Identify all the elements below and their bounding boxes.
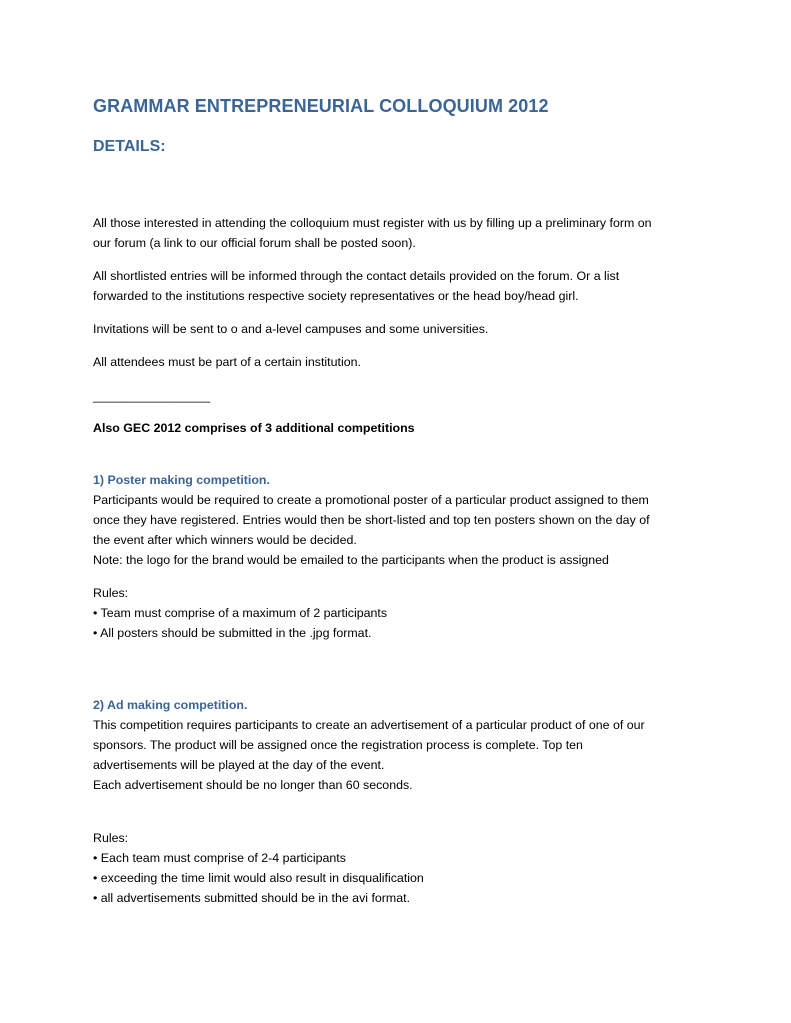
- details-heading: DETAILS:: [93, 138, 166, 155]
- intro-paragraph-2-line-1: All shortlisted entries will be informed through the contact details provided on the forum. Or a list: [93, 269, 620, 283]
- intro-paragraph-1-line-2: our forum (a link to our official forum shall be posted soon).: [93, 236, 416, 250]
- ad-rule-3: • all advertisements submitted should be in the avi format.: [93, 891, 411, 905]
- poster-rule-1: • Team must comprise of a maximum of 2 participants: [93, 606, 388, 620]
- ad-line-1: This competition requires participants to create an advertisement of a particular product of one of our: [93, 718, 645, 732]
- ad-rule-2: • exceeding the time limit would also result in disqualification: [93, 871, 424, 885]
- poster-line-1: Participants would be required to create a promotional poster of a particular product assigned to them: [93, 493, 649, 507]
- ad-competition-heading: 2) Ad making competition.: [93, 698, 248, 712]
- additional-competitions-heading: Also GEC 2012 comprises of 3 additional competitions: [93, 421, 415, 435]
- ad-line-2: sponsors. The product will be assigned once the registration process is complete. Top ten: [93, 738, 583, 752]
- intro-paragraph-4: All attendees must be part of a certain institution.: [93, 355, 361, 369]
- poster-rules-label: Rules:: [93, 586, 129, 600]
- poster-note-line: Note: the logo for the brand would be emailed to the participants when the product is assigned: [93, 553, 609, 567]
- poster-competition-heading: 1) Poster making competition.: [93, 473, 270, 487]
- ad-rules-label: Rules:: [93, 831, 129, 845]
- poster-line-3: the event after which winners would be decided.: [93, 533, 357, 547]
- intro-paragraph-2-line-2: forwarded to the institutions respective society representatives or the head boy/head girl.: [93, 289, 579, 303]
- ad-rule-1: • Each team must comprise of 2-4 participants: [93, 851, 346, 865]
- ad-line-3: advertisements will be played at the day of the event.: [93, 758, 385, 772]
- document-page: [93, 0, 703, 1023]
- intro-paragraph-1-line-1: All those interested in attending the colloquium must register with us by filling up a preliminary form on: [93, 216, 652, 230]
- separator-line: _________________: [93, 389, 211, 403]
- ad-line-4: Each advertisement should be no longer than 60 seconds.: [93, 778, 413, 792]
- poster-line-2: once they have registered. Entries would then be short-listed and top ten posters shown on the day of: [93, 513, 650, 527]
- poster-rule-2: • All posters should be submitted in the .jpg format.: [93, 626, 372, 640]
- intro-paragraph-3: Invitations will be sent to o and a-level campuses and some universities.: [93, 322, 489, 336]
- document-title: GRAMMAR ENTREPRENEURIAL COLLOQUIUM 2012: [93, 96, 549, 116]
